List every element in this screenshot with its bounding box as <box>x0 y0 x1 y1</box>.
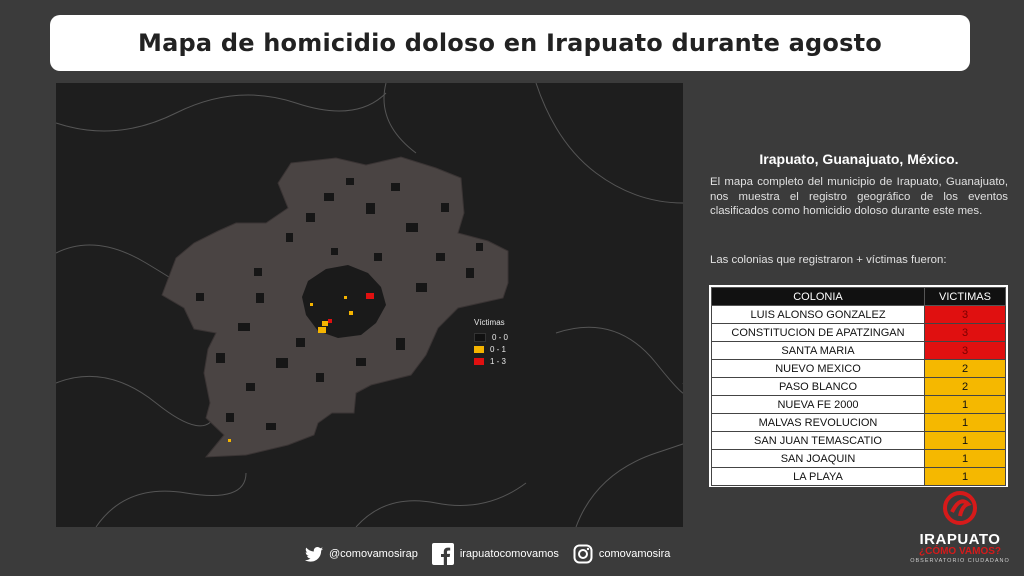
info-subtitle: Las colonias que registraron + víctimas fueron: <box>710 254 947 266</box>
table-row <box>712 378 1006 396</box>
legend-label: 0 - 0 <box>492 332 509 342</box>
victimas-cell: 1 <box>925 414 1006 432</box>
logo-text-main: IRAPUATO <box>919 531 1001 548</box>
column-header-colonia: COLONIA <box>712 288 925 306</box>
colonia-cell: SAN JUAN TEMASCATIO <box>712 432 925 450</box>
table-row <box>712 468 1006 486</box>
title-bar <box>50 15 970 71</box>
colonia-cell: PASO BLANCO <box>712 378 925 396</box>
table-header-row <box>712 288 1006 306</box>
social-footer <box>305 542 684 566</box>
facebook-handle: irapuatocomovamos <box>459 548 559 560</box>
facebook-icon <box>432 543 454 565</box>
colonia-cell: LUIS ALONSO GONZALEZ <box>712 306 925 324</box>
twitter-handle: @comovamosirap <box>329 548 418 560</box>
column-header-victimas: VICTIMAS <box>925 288 1006 306</box>
map-legend <box>474 318 508 367</box>
logo <box>905 490 1015 572</box>
table-row <box>712 414 1006 432</box>
legend-item <box>474 331 508 343</box>
colonia-cell: SAN JOAQUIN <box>712 450 925 468</box>
instagram-link[interactable] <box>573 544 671 564</box>
legend-label: 0 - 1 <box>490 344 507 354</box>
victimas-cell: 3 <box>925 306 1006 324</box>
legend-swatch <box>474 333 486 342</box>
instagram-handle: comovamosira <box>598 548 671 560</box>
victimas-cell: 1 <box>925 450 1006 468</box>
info-description: El mapa completo del municipio de Irapuato, Guanajuato, nos muestra el registro geográfico de los eventos clasificados como homicidio doloso durante este mes. <box>710 176 1008 217</box>
legend-label: 1 - 3 <box>490 356 507 366</box>
colonia-cell: MALVAS REVOLUCION <box>712 414 925 432</box>
twitter-icon <box>305 547 323 562</box>
table-row <box>712 306 1006 324</box>
legend-swatch <box>474 358 484 365</box>
table-row <box>712 450 1006 468</box>
legend-title: Víctimas <box>474 318 505 327</box>
colonia-cell: LA PLAYA <box>712 468 925 486</box>
map-panel <box>56 83 683 527</box>
twitter-link[interactable] <box>305 547 418 562</box>
victimas-cell: 3 <box>925 324 1006 342</box>
colonia-cell: NUEVO MEXICO <box>712 360 925 378</box>
logo-text-tagline: OBSERVATORIO CIUDADANO <box>910 558 1010 564</box>
legend-swatch <box>474 346 484 353</box>
colonia-cell: NUEVA FE 2000 <box>712 396 925 414</box>
table-row <box>712 324 1006 342</box>
colonias-table-wrap <box>709 285 1008 487</box>
colonia-cell: CONSTITUCION DE APATZINGAN <box>712 324 925 342</box>
info-title: Irapuato, Guanajuato, México. <box>759 151 959 167</box>
victimas-cell: 2 <box>925 360 1006 378</box>
municipality-map <box>56 83 683 527</box>
legend-item <box>474 343 508 355</box>
victimas-cell: 2 <box>925 378 1006 396</box>
table-row <box>712 342 1006 360</box>
victimas-cell: 1 <box>925 396 1006 414</box>
table-row <box>712 396 1006 414</box>
table-row <box>712 432 1006 450</box>
legend-item <box>474 355 508 367</box>
victimas-cell: 1 <box>925 432 1006 450</box>
victimas-cell: 1 <box>925 468 1006 486</box>
logo-icon <box>940 490 980 526</box>
facebook-link[interactable] <box>432 543 559 565</box>
table-row <box>712 360 1006 378</box>
colonia-cell: SANTA MARIA <box>712 342 925 360</box>
instagram-icon <box>573 544 593 564</box>
victimas-cell: 3 <box>925 342 1006 360</box>
colonias-table <box>711 287 1006 486</box>
logo-text-sub: ¿CÓMO VAMOS? <box>918 546 1002 557</box>
page-title: Mapa de homicidio doloso en Irapuato durante agosto <box>138 29 882 57</box>
